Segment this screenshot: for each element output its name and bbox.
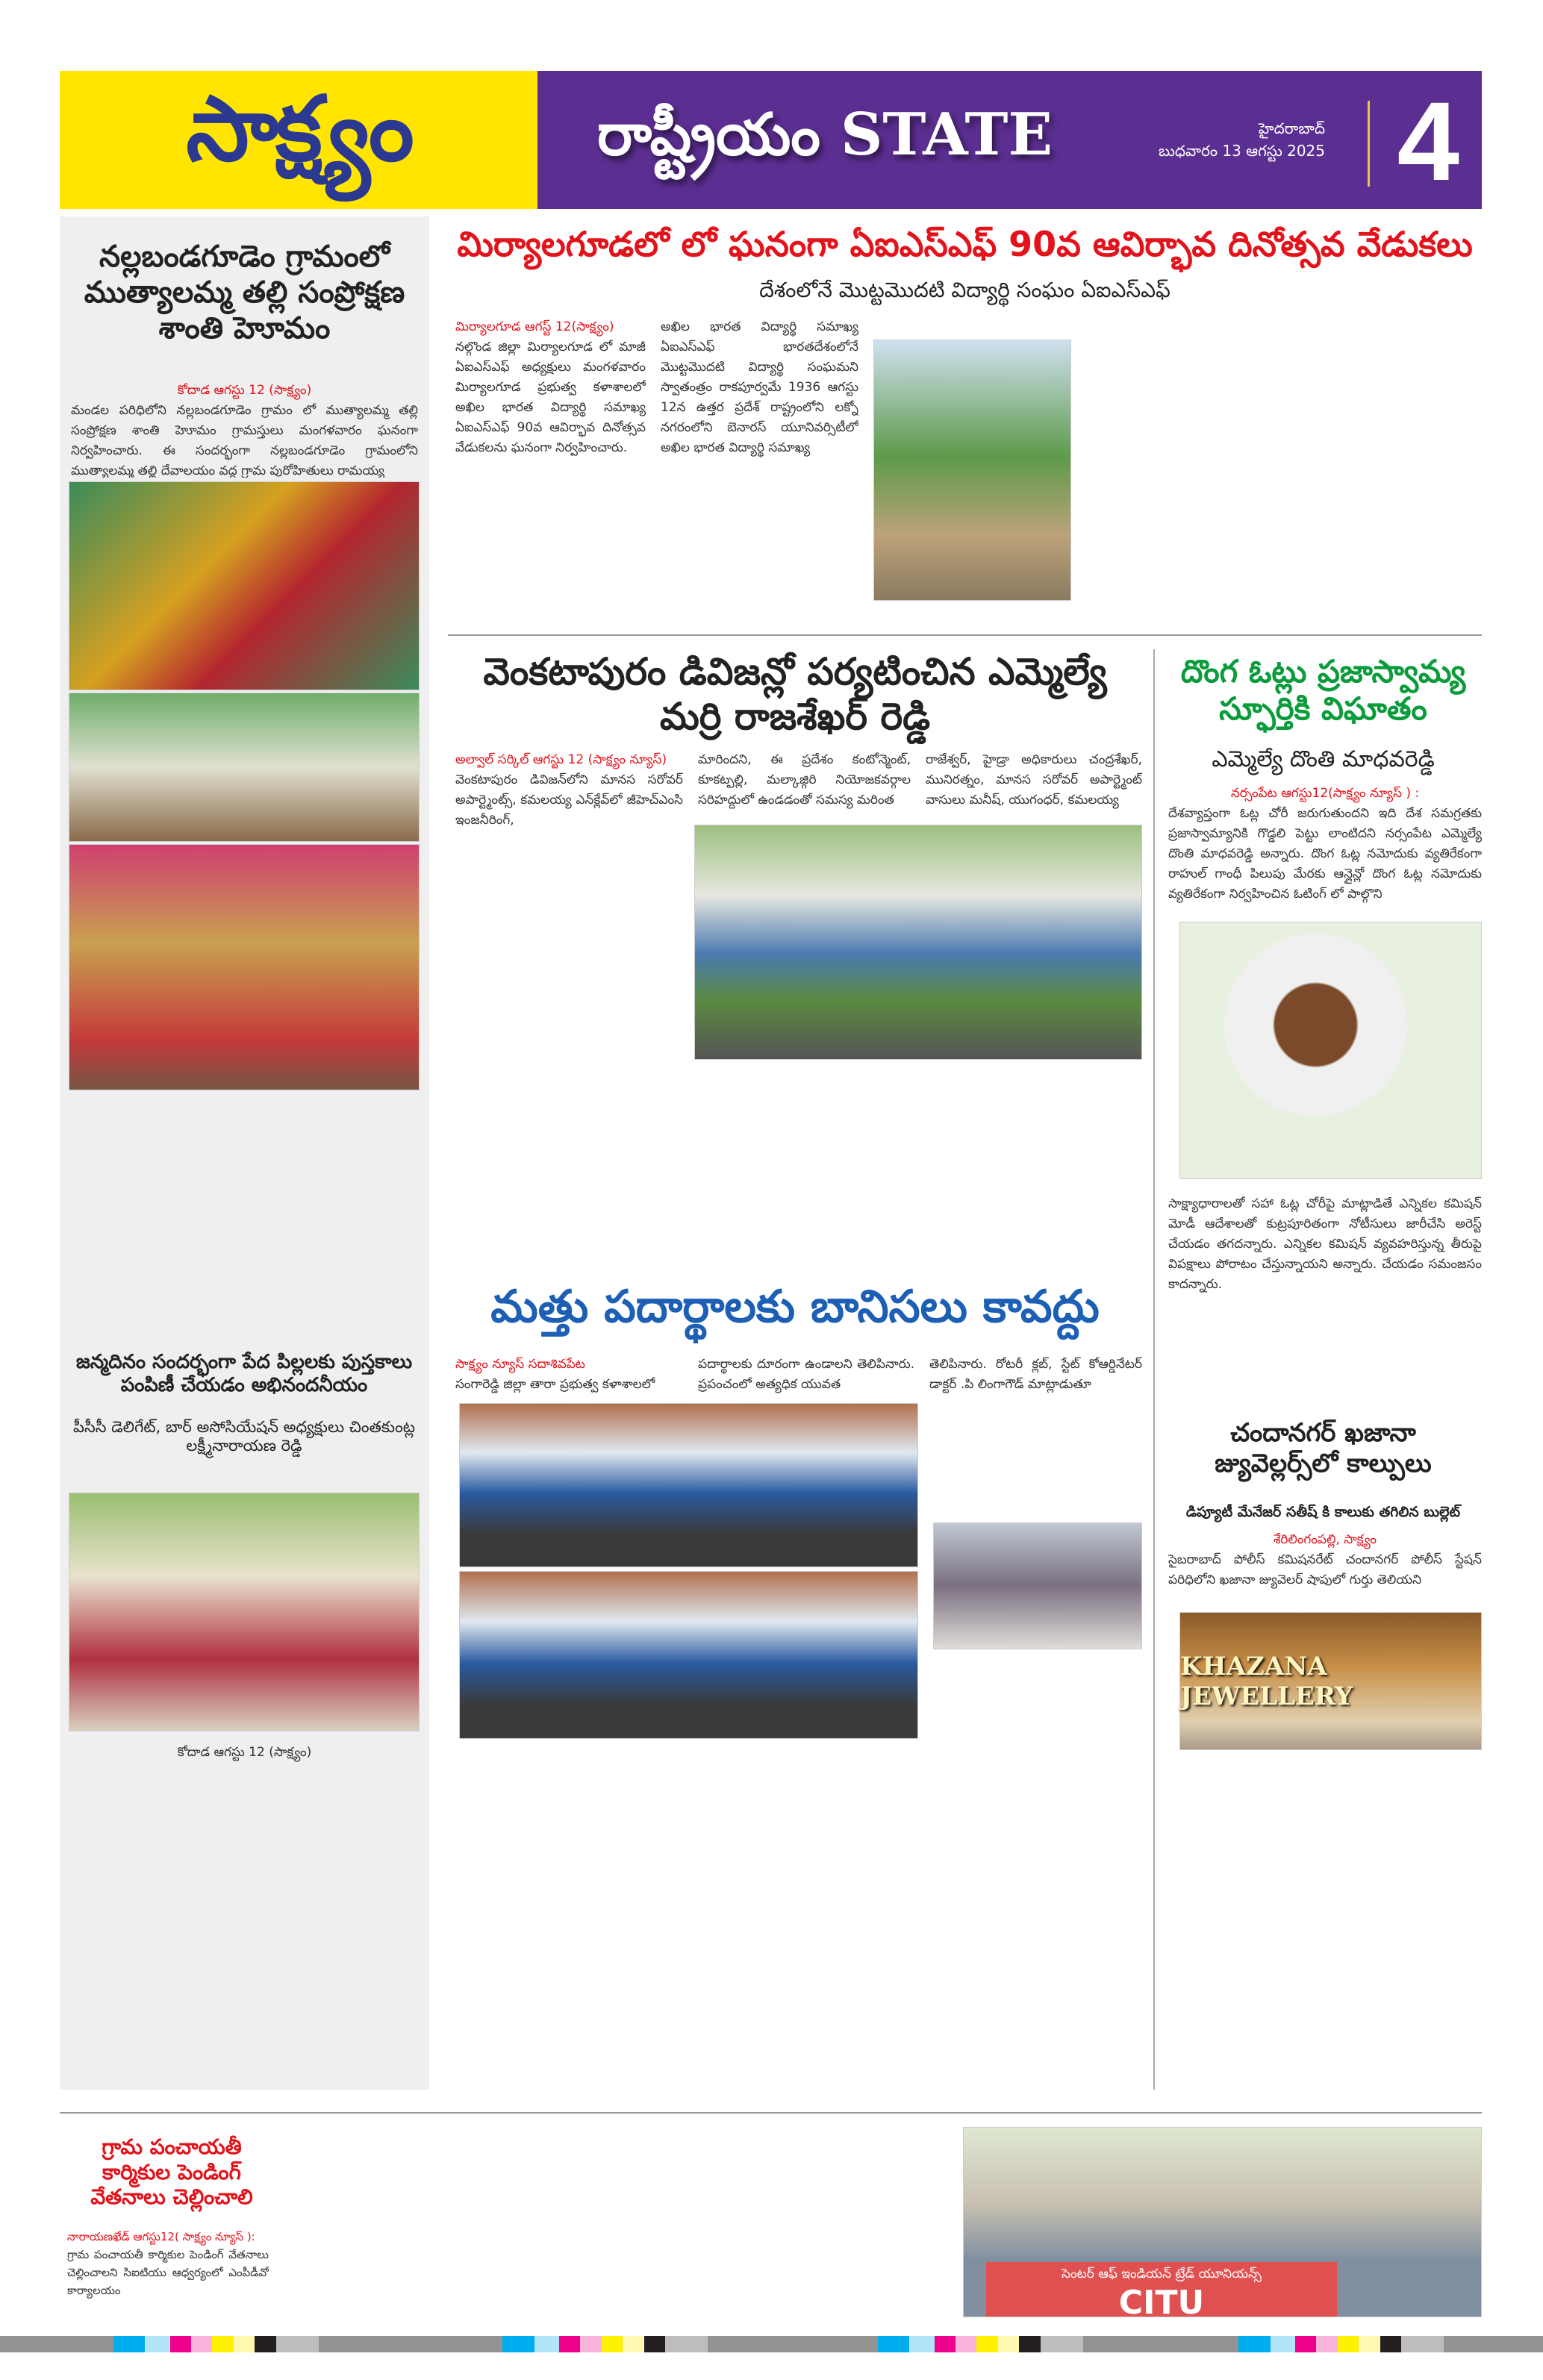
article-venkatapuram-col1 bbox=[455, 750, 683, 1258]
section-banner bbox=[537, 71, 1482, 209]
column-divider bbox=[1153, 649, 1155, 2090]
dateline: సాక్ష్యం న్యూస్ సదాశివపేట bbox=[455, 1357, 585, 1372]
article-body: నల్గొండ జిల్లా మిర్యాలగూడ లో మాజీ ఏఐఎస్ఎఫ్ అధ్యక్షులు మంగళవారం మిర్యాలగూడ ప్రభుత్వ కళాశాలలో అఖిల భారత విద్యార్థి సమాఖ్య ఏఐఎస్ఎఫ్ 90వ ఆవిర్భావ దినోత్సవ వేడుకలను ఘనంగా నిర్వహించారు. bbox=[455, 340, 646, 455]
page-number: 4 bbox=[1397, 78, 1459, 204]
article-body: సైబరాబాద్ పోలీస్ కమిషనరేట్ చందానగర్ పోలీస్ స్టేషన్ పరిధిలోని ఖజానా జ్యువెలర్ షాపులో గుర్తు తెలియని bbox=[1168, 1552, 1482, 1587]
photo-devotees bbox=[69, 844, 420, 1090]
dateline: శేరిలింగంపల్లి, సాక్ష్యం bbox=[1273, 1532, 1377, 1547]
headline-fake-votes: దొంగ ఓట్లు ప్రజాస్వామ్య స్ఫూర్తికి విఘాతం bbox=[1180, 653, 1466, 728]
headline-panchayat-workers: గ్రామ పంచాయతీ కార్మికుల పెండింగ్ వేతనాలు చెల్లించాలి bbox=[90, 2134, 253, 2210]
headline-nallabandagudem: నల్లబండగూడెం గ్రామంలో ముత్యాలమ్మ తల్లి సంప్రోక్షణ శాంతి హెూమం bbox=[84, 240, 405, 346]
photo-citu-protest bbox=[963, 2127, 1482, 2317]
article-body: గ్రామ పంచాయతీ కార్మికుల పెండింగ్ వేతనాలు చెల్లించాలని సిఐటియు ఆధ్వర్యంలో ఎంపీడీవో కార్యాలయం bbox=[67, 2248, 269, 2297]
headline-venkatapuram: వెంకటాపురం డివిజన్లో పర్యటించిన ఎమ్మెల్యే మర్రి రాజశేఖర్ రెడ్డి bbox=[483, 650, 1107, 738]
article-drugs-col1 bbox=[455, 1355, 679, 1399]
dateline: అల్వాల్ సర్కిల్ ఆగస్టు 12 (సాక్ష్యం న్యూస్) bbox=[455, 752, 667, 767]
article-venkatapuram-col3: రాజేశ్వర్, హైడ్రా అధికారులు చంద్రశేఖర్, మునిరత్నం, మానస సరోవర్ అపార్ట్మెంట్ వాసులు మనీష్, యుగంధర్, కమలయ్య bbox=[926, 752, 1142, 808]
section-title: రాష్ట్రీయం STATE bbox=[597, 101, 1053, 169]
banner-text: సెంటర్ ఆఫ్ ఇండియన్ ట్రేడ్ యూనియన్స్ bbox=[1062, 2267, 1262, 2281]
subhead-chandanagar: డిప్యూటీ మేనేజర్ సతీష్ కి కాలుకు తగిలిన బుల్లెట్ bbox=[1185, 1504, 1461, 1520]
dateline: నర్సంపేట ఆగస్టు12(సాక్ష్యం న్యూస్ ) : bbox=[1230, 786, 1420, 801]
subhead-books: పీసీసీ డెలిగేట్, బార్ అసోసియేషన్ అధ్యక్షులు చింతకుంట్ల లక్ష్మీనారాయణ రెడ్డి bbox=[73, 1418, 415, 1455]
divider bbox=[448, 634, 1482, 636]
citu-banner bbox=[986, 2262, 1337, 2317]
article-aisf-col1 bbox=[455, 317, 646, 616]
article-panchayat-workers bbox=[67, 2228, 269, 2317]
article-nallabandagudem bbox=[71, 381, 418, 478]
photo-ritual bbox=[69, 693, 420, 842]
subhead-aisf: దేశంలోనే మొట్టమొదటి విద్యార్థి సంఘం ఏఐఎస్ఎఫ్ bbox=[759, 278, 1171, 302]
article-body: సంగారెడ్డి జిల్లా తారా ప్రభుత్వ కళాశాలలో bbox=[455, 1377, 655, 1392]
article-venkatapuram-col2: మారిందని, ఈ ప్రదేశం కంటోన్మెంట్, కూకట్పల్లి, మల్కాజ్గిరి నియోజకవర్గాల సరిహద్దులో ఉండడంతో సమస్య మరింత bbox=[698, 752, 911, 808]
photo-awareness-dais bbox=[459, 1571, 918, 1739]
photo-aisf-flag bbox=[873, 340, 1071, 601]
banner-citu: CITU bbox=[1118, 2284, 1205, 2317]
subhead-fake-votes: ఎమ్మెల్యే దొంతి మాధవరెడ్డి bbox=[1212, 746, 1435, 772]
photo-idols bbox=[69, 481, 420, 690]
article-chandanagar bbox=[1168, 1530, 1482, 1605]
article-body: మండల పరిధిలోని నల్లబండగూడెం గ్రామం లో ముత్యాలమ్మ తల్లి సంప్రోక్షణ శాంతి హెూమం గ్రామస్తులు మంగళవారం ఘనంగా నిర్వహించారు. ఈ సందర్భంగా నల్లబండగూడెం గ్రామంలోని ముత్యాలమ్మ తల్లి దేవాలయం వద్ద గ్రామ పురోహితులు రామయ్య bbox=[71, 403, 418, 478]
divider bbox=[1368, 101, 1370, 187]
edition-city: హైదరాబాద్ bbox=[1258, 119, 1325, 137]
dateline: కోదాడ ఆగస్టు 12 (సాక్ష్యం) bbox=[177, 383, 312, 398]
shop-sign: KHAZANA JEWELLERY bbox=[1180, 1651, 1353, 1711]
photo-students bbox=[933, 1522, 1142, 1649]
dateline: నారాయణఖేడ్ ఆగస్టు12( సాక్ష్యం న్యూస్ ): bbox=[67, 2230, 255, 2243]
headline-chandanagar: చందానగర్ ఖజానా జ్యువెల్లర్స్‌లో కాల్పులు bbox=[1215, 1418, 1432, 1478]
article-fake-votes bbox=[1168, 784, 1482, 911]
photo-mla-visit bbox=[694, 825, 1142, 1060]
newspaper-logo bbox=[60, 71, 537, 209]
headline-drugs: మత్తు పదార్థాలకు బానిసలు కావద్దు bbox=[490, 1281, 1100, 1333]
headline-aisf: మిర్యాలగూడలో లో ఘనంగా ఏఐఎస్ఎఫ్ 90వ ఆవిర్భావ దినోత్సవ వేడుకలు bbox=[457, 224, 1473, 264]
article-body: వెంకటాపురం డివిజన్‌లోని మానస సరోవర్ అపార్ట్మెంట్స్, కమలయ్య ఎన్‌క్లేవ్‌లో జీహెచ్ఎంసి ఇంజనీరింగ్, bbox=[455, 772, 683, 828]
article-fake-votes-cont: సాక్ష్యాధారాలతో సహా ఓట్ల చోరీపై మాట్లాడితే ఎన్నికల కమిషన్ మోడీ ఆదేశాలతో కుట్రపూరితంగా నోటీసులు జారీచేసి అరెస్ట్ చేయడం తగదన్నారు. ఎన్నికల కమిషన్ వ్యవహరిస్తున్న తీరుపై విపక్షాలు పోరాటం చేస్తున్నాయని అన్నారు. చేయడం సమంజసం కాదన్నారు. bbox=[1168, 1196, 1482, 1292]
headline-books: జన్మదినం సందర్భంగా పేద పిల్లలకు పుస్తకాలు పంపిణీ చేయడం అభినందనీయం bbox=[75, 1351, 413, 1397]
photo-mla-madhava-reddy bbox=[1179, 922, 1482, 1179]
divider bbox=[60, 2112, 1482, 2114]
dateline: కోదాడ ఆగస్టు 12 (సాక్ష్యం) bbox=[177, 1745, 312, 1760]
article-drugs-col2: పదార్థాలకు దూరంగా ఉండాలని తెలిపినారు. ప్రపంచంలో అత్యధిక యువత bbox=[698, 1357, 914, 1392]
print-color-bar bbox=[0, 2336, 1543, 2352]
edition-date: బుధవారం 13 ఆగస్టు 2025 bbox=[1159, 142, 1325, 160]
logo-text: సాక్ష్యం bbox=[186, 77, 411, 181]
article-body: దేశవ్యాప్తంగా ఓట్ల చోరీ జరుగుతుందని ఇది దేశ సమగ్రతకు ప్రజాస్వామ్యానికి గొడ్డలి పెట్టు లాంటిదని నర్సంపేట ఎమ్మెల్యే దొంతి మాధవరెడ్డి అన్నారు. దొంగ ఓట్ల నమోదుకు వ్యతిరేకంగా రాహుల్ గాంధీ పిలుపు మేరకు ఆన్లైన్లో దొంగ ఓట్ల నమోదుకు వ్యతిరేకంగా నిర్వహించిన ఓటింగ్ లో పాల్గొని bbox=[1168, 806, 1482, 902]
photo-khazana-jewellery bbox=[1179, 1612, 1482, 1750]
edition-info bbox=[1159, 117, 1325, 162]
article-aisf-col2: అఖిల భారత విద్యార్థి సమాఖ్య ఏఐఎస్ఎఫ్ భారతదేశంలోనే మొట్టమొదటి విద్యార్థి సంఘమని స్వాతంత్రం రాకపూర్వమే 1936 ఆగస్టు 12న ఉత్తర ప్రదేశ్ రాష్ట్రంలోని లక్నో నగరంలోని బెనారస్ యూనివర్సిటీలో అఖిల భారత విద్యార్థి సమాఖ్య bbox=[661, 319, 858, 455]
dateline: మిర్యాలగూడ ఆగస్ట్ 12(సాక్ష్యం) bbox=[455, 319, 614, 334]
photo-awareness-stage bbox=[459, 1403, 918, 1567]
photo-book-distribution bbox=[69, 1493, 420, 1731]
article-drugs-col3: తెలిపినారు. రోటరీ క్లబ్, స్టేట్ కోఆర్డినేటర్ డాక్టర్ .పి లింగాగౌడ్ మాట్లాడుతూ bbox=[929, 1357, 1142, 1392]
